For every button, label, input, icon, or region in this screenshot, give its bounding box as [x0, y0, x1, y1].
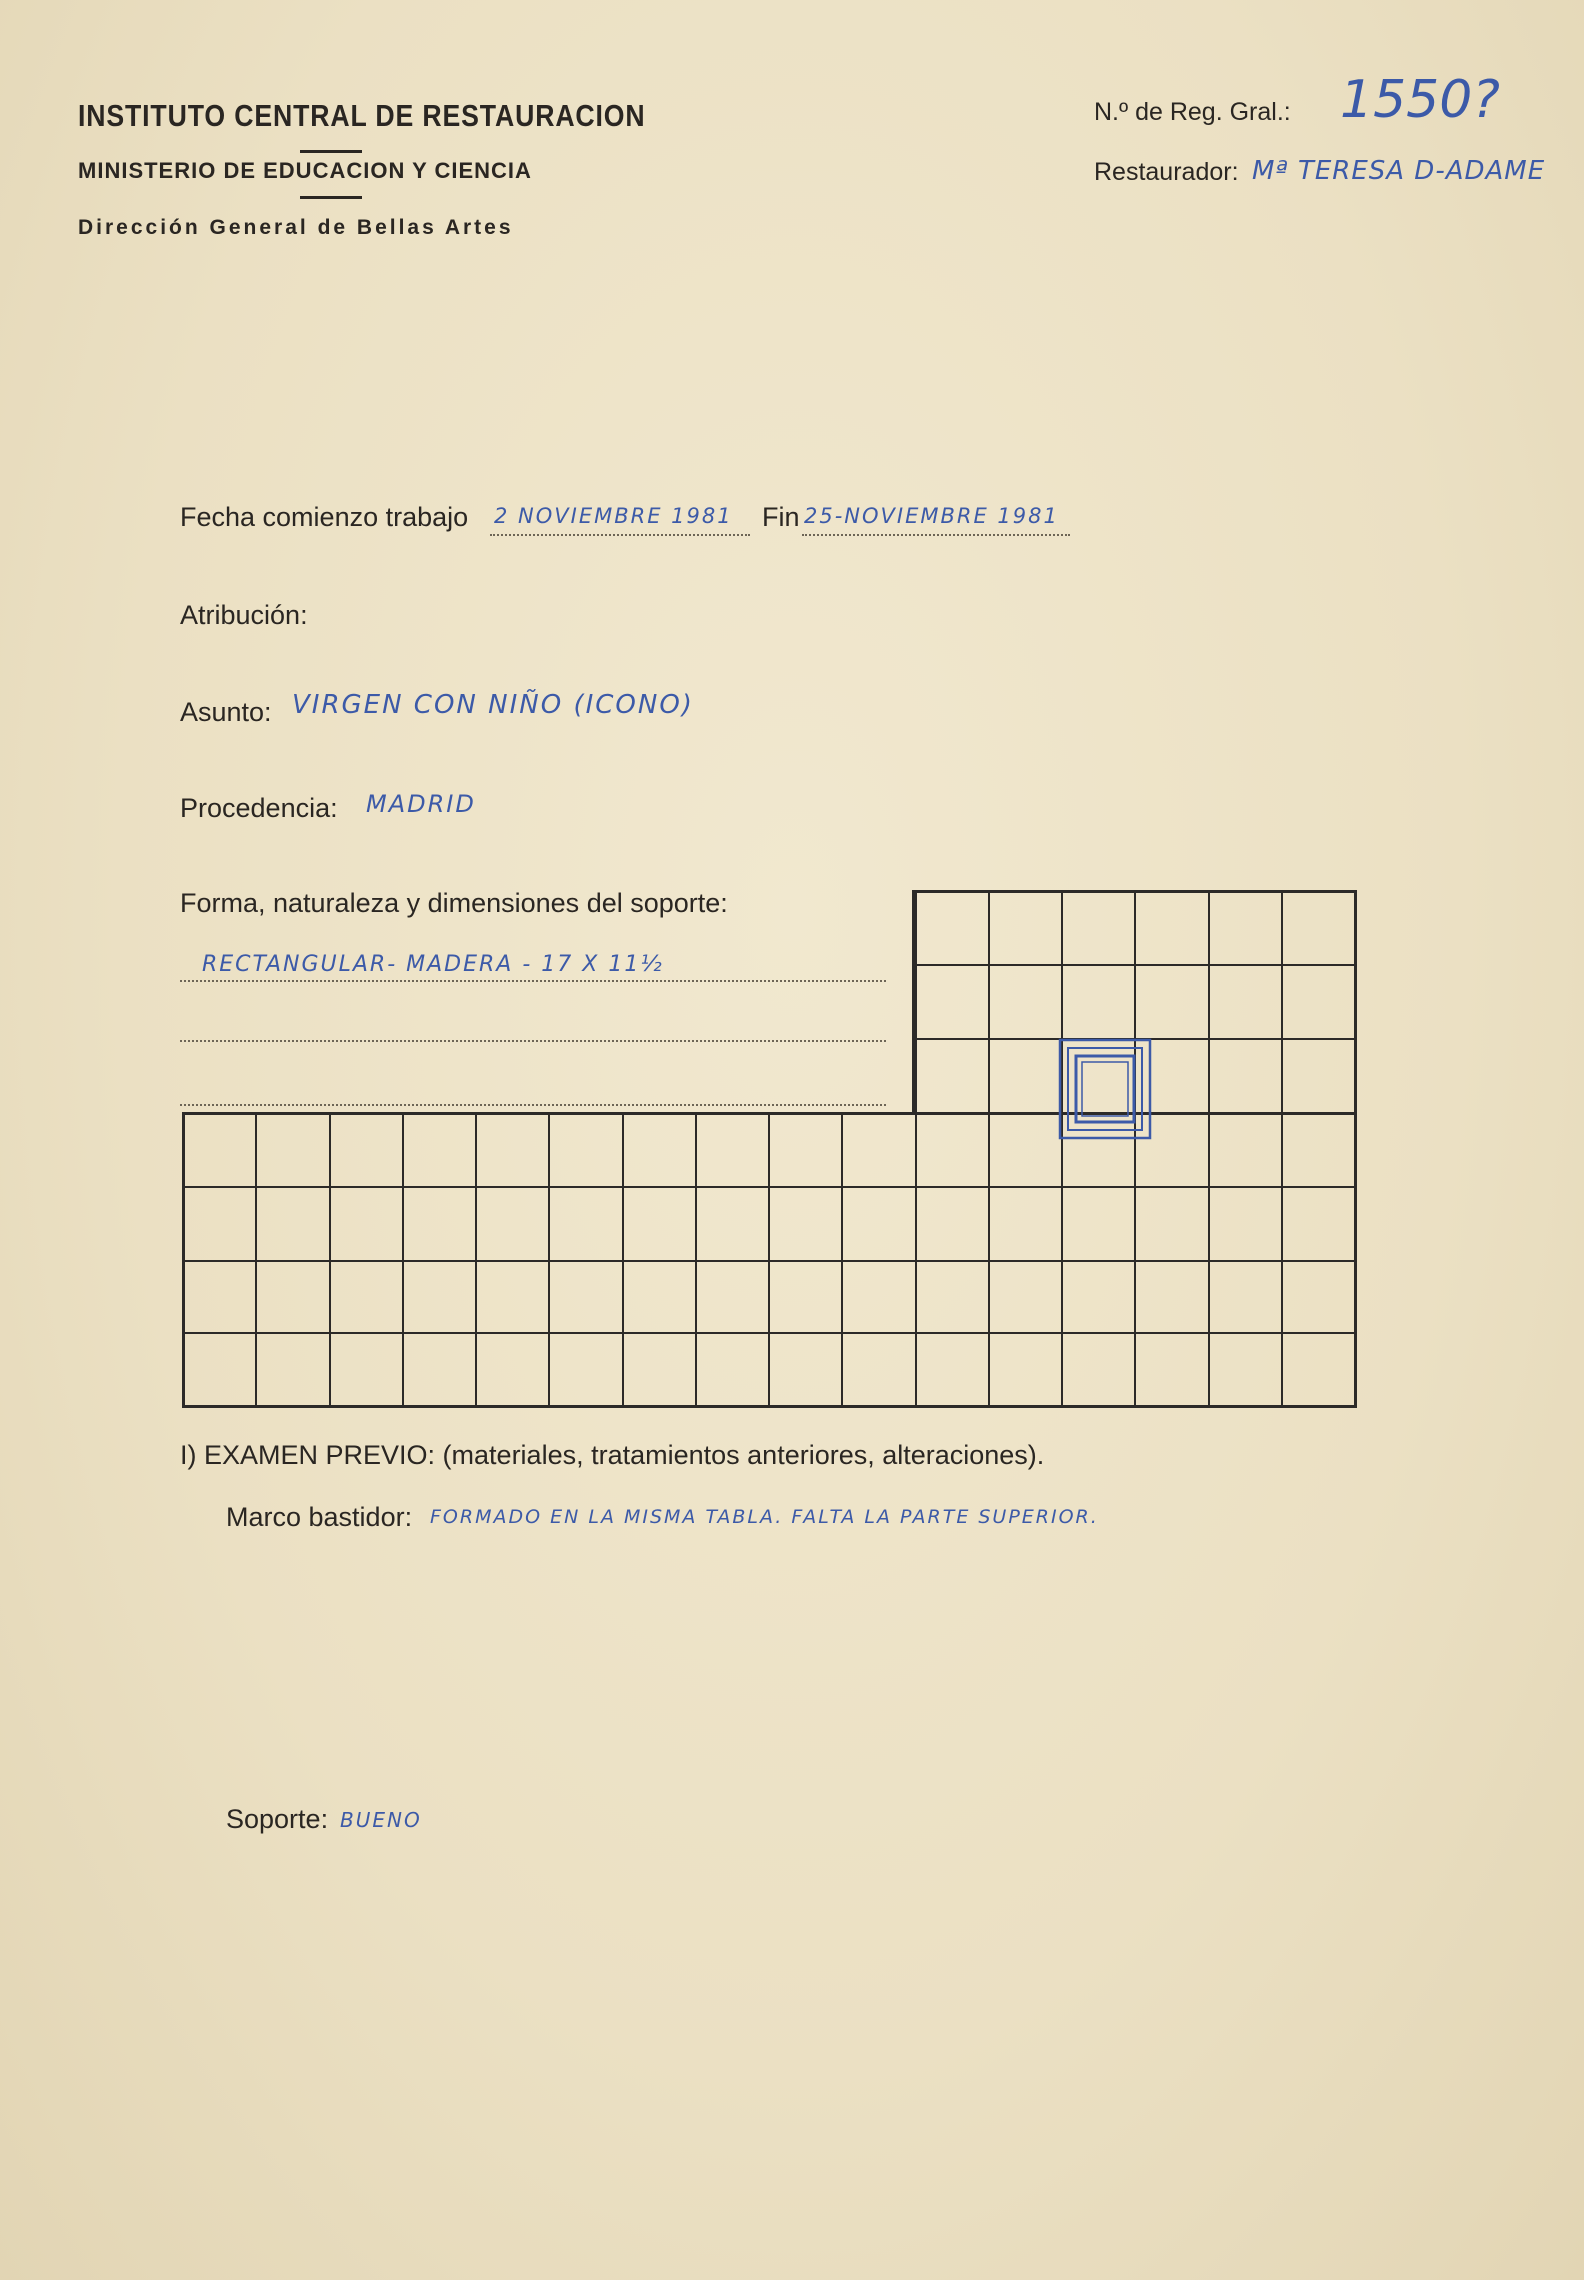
exam-heading: I) EXAMEN PREVIO: (materiales, tratamientos anteriores, alteraciones).	[180, 1440, 1045, 1470]
start-date-value: 2 NOVIEMBRE 1981	[494, 504, 733, 528]
support-line-2	[180, 1010, 886, 1042]
grid-col-line	[548, 1112, 550, 1408]
start-date-label: Fecha comienzo trabajo	[180, 502, 469, 532]
header-divider	[300, 196, 362, 199]
registry-label: N.º de Reg. Gral.:	[1094, 98, 1291, 126]
grid-col-line	[1281, 890, 1283, 1408]
support-line-3	[180, 1074, 886, 1106]
grid-col-line	[768, 1112, 770, 1408]
grid-col-line	[695, 1112, 697, 1408]
grid-col-line	[255, 1112, 257, 1408]
grid-col-line	[988, 890, 990, 1408]
end-date-label: Fin	[762, 502, 800, 532]
start-date-field	[490, 500, 750, 536]
grid-col-line	[329, 1112, 331, 1408]
grid-col-line	[475, 1112, 477, 1408]
direction-title: Dirección General de Bellas Artes	[78, 216, 514, 239]
end-date-field	[802, 500, 1070, 536]
frame-sketch	[1058, 1038, 1154, 1142]
restorer-label: Restaurador:	[1094, 158, 1239, 186]
grid-col-line	[622, 1112, 624, 1408]
support-dims-label: Forma, naturaleza y dimensiones del soporte:	[180, 888, 728, 918]
grid-col-line	[1061, 890, 1063, 1408]
grid-col-line	[1134, 890, 1136, 1408]
header-divider	[300, 150, 362, 153]
support-line-1	[180, 950, 886, 982]
ministry-title: MINISTERIO DE EDUCACION Y CIENCIA	[78, 158, 532, 183]
frame-label: Marco bastidor:	[226, 1502, 413, 1532]
support-dims-value: RECTANGULAR- MADERA - 17 X 11½	[202, 952, 664, 977]
frame-value: FORMADO EN LA MISMA TABLA. FALTA LA PARTE SUPERIOR.	[430, 1506, 1099, 1528]
grid-col-line	[1354, 890, 1357, 1408]
restorer-value: Mª TERESA D-ADAME	[1252, 156, 1546, 186]
grid-col-line	[402, 1112, 404, 1408]
grid-col-line	[841, 1112, 843, 1408]
grid-col-line	[1208, 890, 1210, 1408]
origin-label: Procedencia:	[180, 793, 338, 823]
attribution-label: Atribución:	[180, 600, 308, 630]
institute-title: INSTITUTO CENTRAL DE RESTAURACION	[78, 98, 646, 133]
grid-col-line	[912, 890, 915, 1112]
grid-col-line	[915, 890, 917, 1408]
grid-col-line	[182, 1112, 185, 1408]
support-condition-label: Soporte:	[226, 1804, 329, 1834]
end-date-value: 25-NOVIEMBRE 1981	[804, 504, 1059, 528]
origin-value: MADRID	[366, 790, 476, 818]
registry-value: 1550?	[1340, 70, 1500, 130]
support-condition-value: BUENO	[340, 1808, 422, 1832]
subject-value: VIRGEN CON NIÑO (ICONO)	[292, 690, 694, 720]
subject-label: Asunto:	[180, 697, 272, 727]
